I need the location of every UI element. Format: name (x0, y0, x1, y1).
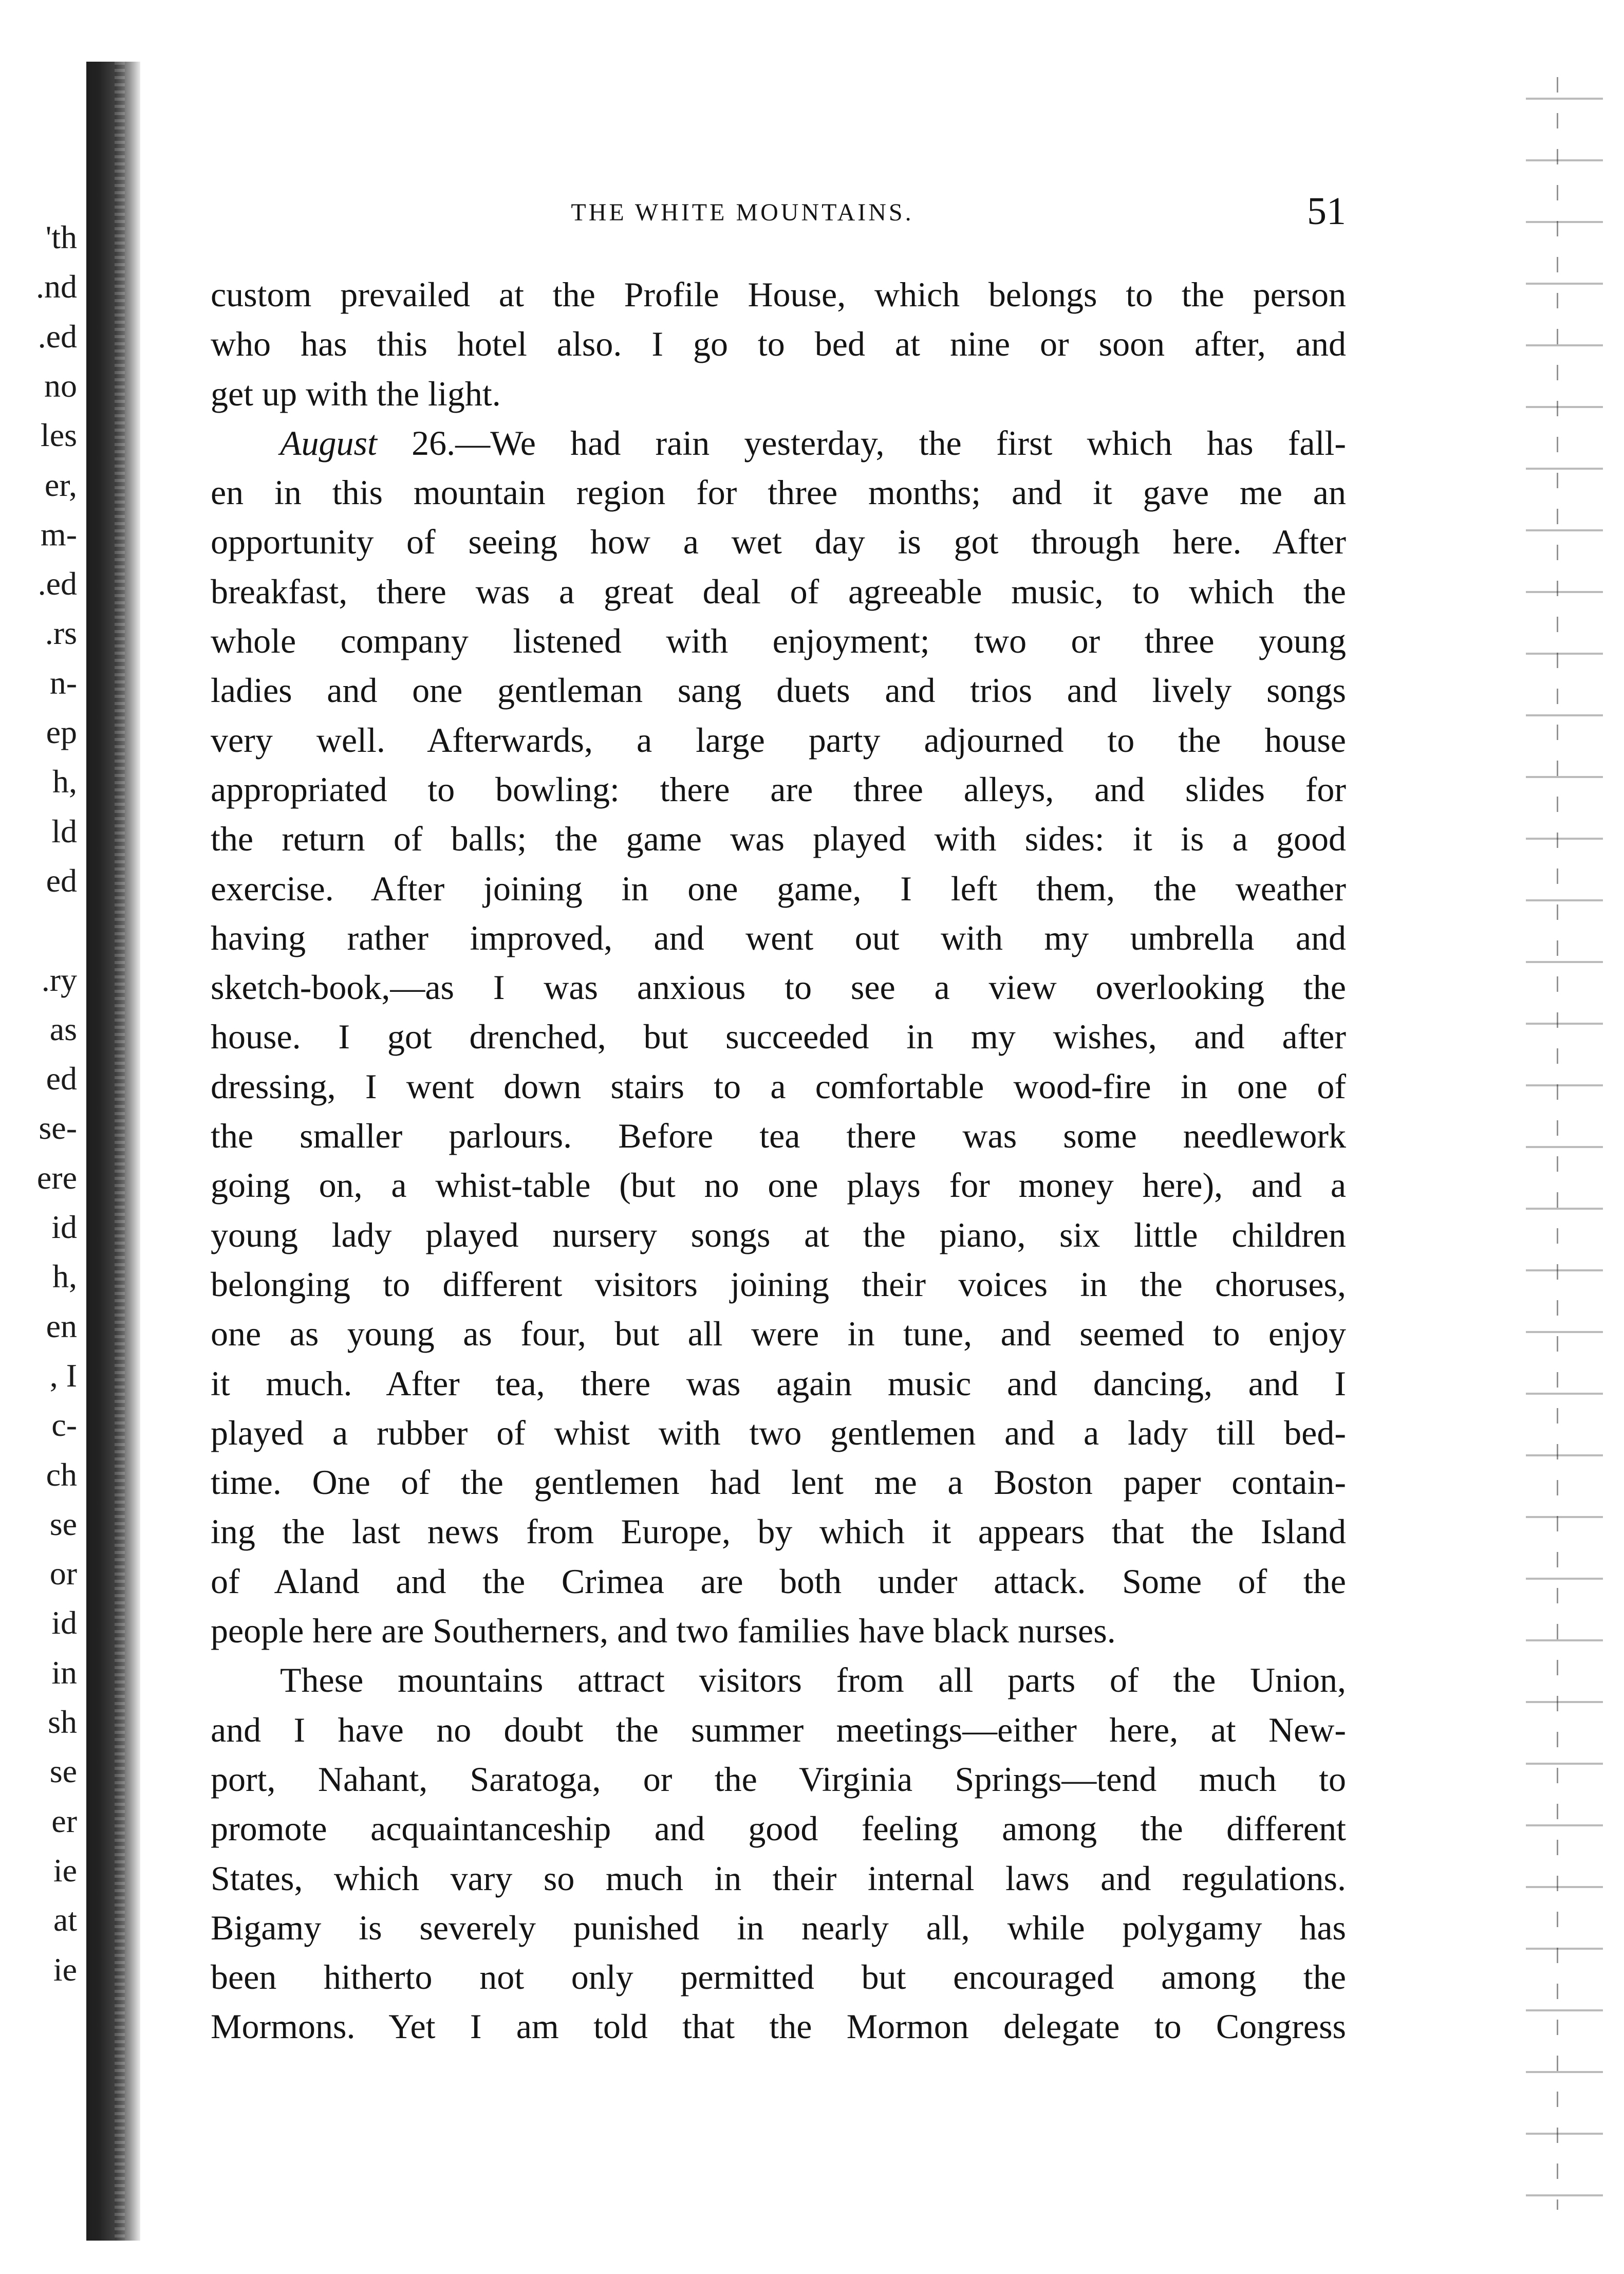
left-page-fragment: les (40, 417, 77, 454)
text-line: going on, a whist-table (but no one plays for money here), and a (211, 1166, 1346, 1205)
text-line: ing the last news from Europe, by which it appears that the Island (211, 1512, 1346, 1551)
page-number: 51 (1307, 190, 1346, 233)
left-page-fragment: ep (46, 714, 77, 750)
text-line: and I have no doubt the summer meetings—either here, at New- (211, 1710, 1346, 1749)
left-page-fragment: er, (44, 466, 77, 503)
text-line: belonging to different visitors joining their voices in the choruses, (211, 1264, 1346, 1304)
text-line: appropriated to bowling: there are three alleys, and slides for (211, 769, 1346, 809)
left-page-fragment: se- (39, 1110, 77, 1147)
text-line: of Aland and the Crimea are both under attack. Some of the (211, 1561, 1346, 1601)
left-page-fragment: or (49, 1555, 77, 1592)
left-page-fragment: se (49, 1505, 77, 1542)
text-line: Bigamy is severely punished in nearly all, while polygamy has (211, 1908, 1346, 1947)
left-page-fragment: sh (48, 1704, 77, 1740)
text-line: young lady played nursery songs at the piano, six little children (211, 1215, 1346, 1254)
text-line: August 26.—We had rain yesterday, the first which has fall- (280, 423, 1346, 463)
body-text (211, 270, 1346, 2051)
left-page-fragment: .ed (38, 318, 77, 355)
text-line: one as young as four, but all were in tune, and seemed to enjoy (211, 1314, 1346, 1354)
text-line: sketch-book,—as I was anxious to see a view overlooking the (211, 968, 1346, 1007)
left-page-fragment: c- (51, 1407, 77, 1444)
left-page-fragment: se (49, 1753, 77, 1790)
text-line: promote acquaintanceship and good feeling among the different (211, 1809, 1346, 1848)
running-title: THE WHITE MOUNTAINS. (571, 199, 914, 226)
text-line: breakfast, there was a great deal of agreeable music, to which the (211, 571, 1346, 611)
next-page-edge (1526, 77, 1603, 2210)
text-line: These mountains attract visitors from all parts of the Union, (280, 1660, 1346, 1700)
text-line: exercise. After joining in one game, I left them, the weather (211, 868, 1346, 908)
left-page-fragment: ch (46, 1456, 77, 1493)
text-line: opportunity of seeing how a wet day is got through here. After (211, 522, 1346, 562)
text-line: very well. Afterwards, a large party adjourned to the house (211, 720, 1346, 760)
text-line: been hitherto not only permitted but encouraged among the (211, 1957, 1346, 1997)
text-line: the smaller parlours. Before tea there was some needlework (211, 1116, 1346, 1156)
left-page-fragment: ie (53, 1951, 77, 1988)
left-page-fragment: ere (36, 1159, 77, 1196)
text-line: whole company listened with enjoyment; two or three young (211, 621, 1346, 661)
left-page-fragment: ld (51, 812, 77, 849)
left-page-fragment: as (49, 1010, 77, 1047)
book-spine-shadow (86, 62, 140, 2241)
text-line: custom prevailed at the Profile House, which belongs to the person (211, 275, 1346, 314)
text-line: who has this hotel also. I go to bed at nine or soon after, and (211, 324, 1346, 364)
text-line: get up with the light. (211, 374, 501, 413)
text-line: port, Nahant, Saratoga, or the Virginia Springs—tend much to (211, 1759, 1346, 1799)
text-line: having rather improved, and went out with my umbrella and (211, 918, 1346, 957)
left-page-fragment: h, (52, 1258, 77, 1295)
left-page-fragment: in (51, 1654, 77, 1691)
left-page-fragment: id (51, 1209, 77, 1245)
left-page-fragment: .rs (45, 615, 77, 652)
left-page-fragment: id (51, 1604, 77, 1641)
left-page-fragment: at (53, 1901, 77, 1938)
text-line: house. I got drenched, but succeeded in my wishes, and after (211, 1017, 1346, 1057)
left-page-fragment: h, (52, 763, 77, 800)
left-page-fragment: ed (46, 1060, 77, 1097)
text-line: people here are Southerners, and two families have black nurses. (211, 1611, 1116, 1651)
left-page-fragment: .ry (41, 961, 77, 998)
running-head (211, 189, 1346, 246)
left-page-fragment: , I (49, 1357, 77, 1394)
left-page-fragment: m- (40, 515, 77, 552)
left-page-fragment: .nd (36, 268, 77, 305)
left-page-fragment: er (51, 1802, 77, 1839)
text-line: time. One of the gentlemen had lent me a Boston paper contain- (211, 1463, 1346, 1502)
left-page-fragment: en (46, 1307, 77, 1344)
text-line: en in this mountain region for three months; and it gave me an (211, 473, 1346, 512)
text-line: States, which vary so much in their internal laws and regulations. (211, 1858, 1346, 1898)
date-italic: August (280, 423, 377, 463)
text-line: dressing, I went down stairs to a comfortable wood-fire in one of (211, 1066, 1346, 1106)
left-page-fragment: .ed (38, 565, 77, 602)
left-page-fragment: n- (49, 664, 77, 701)
text-line: it much. After tea, there was again music and dancing, and I (211, 1363, 1346, 1403)
text-line: played a rubber of whist with two gentlemen and a lady till bed- (211, 1413, 1346, 1452)
left-page-fragment: ie (53, 1852, 77, 1889)
left-page-fragment: ed (46, 862, 77, 899)
left-page-fragment: no (44, 367, 77, 404)
text-line: ladies and one gentleman sang duets and trios and lively songs (211, 671, 1346, 710)
left-page-fragment: 'th (45, 219, 77, 255)
text-line: the return of balls; the game was played with sides: it is a good (211, 819, 1346, 859)
text-line: Mormons. Yet I am told that the Mormon delegate to Congress (211, 2007, 1346, 2046)
